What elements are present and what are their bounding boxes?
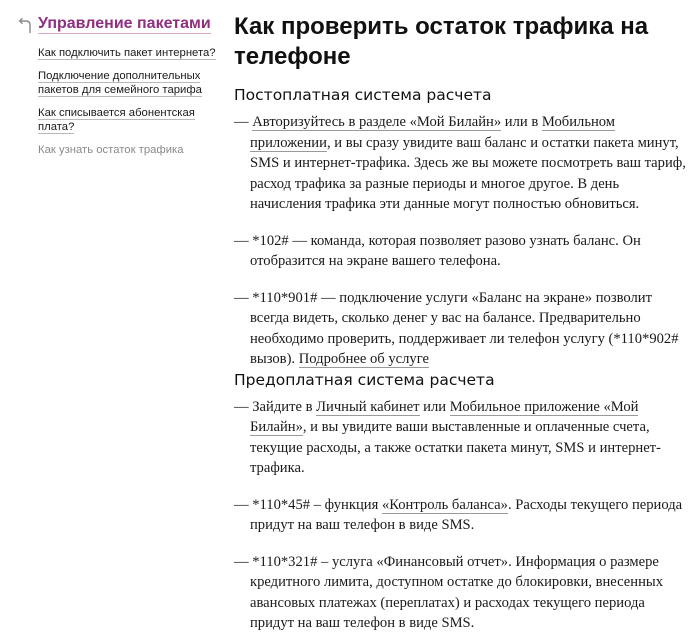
text-span: , и вы увидите ваши выставленные и оплаченные счета, текущие расходы, а также остатки пакета минут, SMS и интернет-трафика. <box>250 419 661 476</box>
return-arrow-icon[interactable] <box>16 16 34 36</box>
sidebar-title[interactable]: Управление пакетами <box>38 15 211 32</box>
list-item <box>234 495 686 536</box>
balance-control-link[interactable]: «Контроль баланса» <box>381 496 508 513</box>
sidebar <box>16 14 216 166</box>
text-span: , и вы сразу увидите ваш баланс и остатки пакета минут, SMS и интернет-трафика. Здесь же вы можете посмотреть ваш тариф, расход трафика за разные периоды и многое другое. В день начисления трафика эти данные могут полностью обновиться. <box>250 134 686 212</box>
text-span: — <box>234 114 253 130</box>
text-span: — Зайдите в <box>234 398 317 415</box>
text-span: или в <box>501 114 542 130</box>
list-item: — *102# — команда, которая позволяет разово узнать баланс. Он отобразится на экране вашего телефона. <box>234 232 641 269</box>
mobile-app-link[interactable]: Мобильном приложении <box>250 114 616 151</box>
sidebar-item[interactable] <box>38 46 216 60</box>
mobile-app-link[interactable]: Мобильное приложение «Мой Билайн» <box>250 398 639 435</box>
list-item: — *110*321# – услуга «Финансовый отчет». Информация о размере кредитного лимита, доступном остатке до блокировки, внесенных авансовых платежах (переплатах) и расходах текущего периода придут на ваш телефон в виде SMS. <box>234 553 664 631</box>
text-span: — *110*45# – функция <box>234 496 382 513</box>
sidebar-item-link[interactable]: Как списывается абонентская плата? <box>38 107 195 133</box>
page-title: Как проверить остаток трафика на телефоне <box>234 13 649 70</box>
main-content <box>234 12 686 634</box>
my-beeline-link[interactable]: Авторизуйтесь в разделе «Мой Билайн» <box>252 114 502 130</box>
sidebar-list <box>16 46 216 157</box>
sidebar-item-link[interactable]: Подключение дополнительных пакетов для семейного тарифа <box>38 70 202 96</box>
sidebar-header <box>16 14 216 36</box>
sidebar-item-current: Как узнать остаток трафика <box>38 144 184 156</box>
section-title-postpaid: Постоплатная система расчета <box>234 86 492 104</box>
personal-account-link[interactable]: Личный кабинет <box>316 398 420 415</box>
list-item <box>234 397 686 479</box>
sidebar-item[interactable] <box>38 106 216 134</box>
sidebar-item-link[interactable]: Как подключить пакет интернета? <box>38 47 216 59</box>
text-span: . Расходы текущего периода придут на ваш телефон в виде SMS. <box>250 496 683 533</box>
service-details-link[interactable]: Подробнее об услуге <box>298 351 430 367</box>
text-span: — *110*901# — подключение услуги «Баланс на экране» позволит всегда видеть, сколько денег у вас на балансе. Предварительно необходимо проверить, поддерживает ли телефон услугу (*110*902# вызов). <box>234 289 679 367</box>
section-title-prepaid: Предоплатная система расчета <box>234 370 495 389</box>
sidebar-item[interactable] <box>38 69 216 97</box>
text-span: или <box>419 398 450 415</box>
list-item <box>234 112 686 215</box>
list-item <box>234 288 686 370</box>
